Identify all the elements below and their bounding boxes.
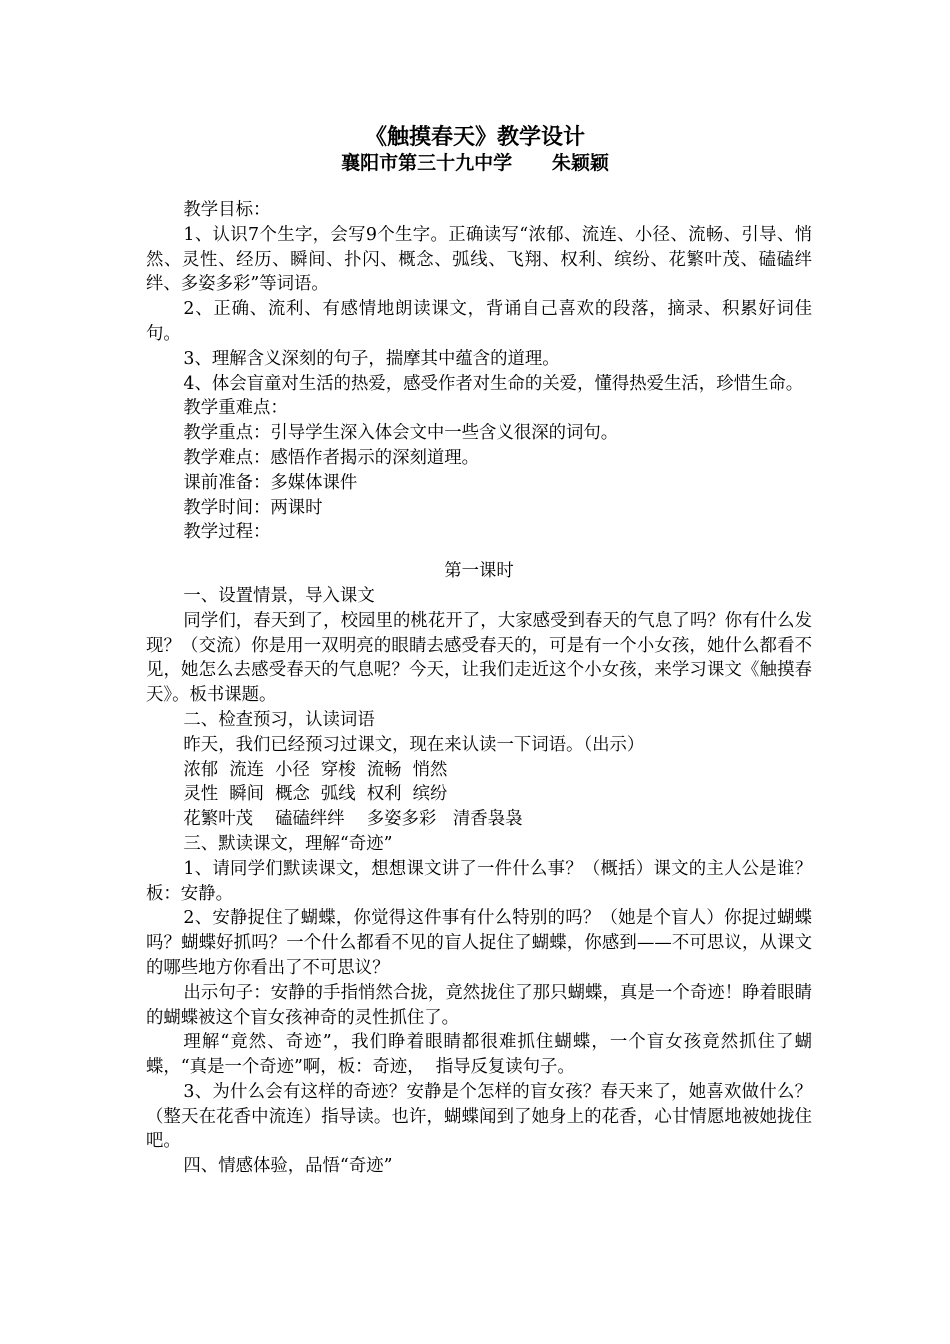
document-title: 《触摸春天》教学设计: [364, 124, 585, 150]
paragraph: 2、安静捉住了蝴蝶，你觉得这件事有什么特别的吗？（她是个盲人）你捉过蝴蝶吗？蝴蝶好抓吗？一个什么都看不见的盲人捉住了蝴蝶，你感到——不可思议，从课文的哪些地方你看出了不可思议？: [146, 908, 812, 978]
paragraph: 昨天，我们已经预习过课文，现在来认读一下词语。（出示）: [183, 734, 645, 755]
paragraph: 理解“竟然、奇迹”，我们睁着眼睛都很难抓住蝴蝶，一个盲女孩竟然抓住了蝴蝶，“真是一个奇迹”啊，板：奇迹， 指导反复读句子。: [146, 1032, 812, 1078]
step-heading-4: 四、情感体验，品悟“奇迹”: [183, 1156, 393, 1177]
step-heading-3: 三、默读课文，理解“奇迹”: [183, 833, 393, 854]
objective-2: 2、正确、流利、有感情地朗读课文，背诵自己喜欢的段落，摘录、积累好词佳句。: [146, 299, 812, 344]
teaching-time: 教学时间：两课时: [183, 497, 323, 518]
objective-3: 3、理解含义深刻的句子，揣摩其中蕴含的道理。: [183, 348, 560, 369]
document-body: [146, 198, 812, 1179]
paragraph: 3、为什么会有这样的奇迹？安静是个怎样的盲女孩？春天来了，她喜欢做什么？（整天在花香中流连）指导读。也许，蝴蝶闻到了她身上的花香，心甘情愿地被她拢住吧。: [146, 1081, 812, 1152]
word-list-row: 灵性 瞬间 概念 弧线 权利 缤纷: [183, 784, 448, 805]
objective-1: 1、认识7个生字，会写9个生字。正确读写“浓郁、流连、小径、流畅、引导、悄然、灵性、经历、瞬间、扑闪、概念、弧线、飞翔、权利、缤纷、花繁叶茂、磕磕绊绊、多姿多彩”等词语。: [146, 224, 812, 295]
key-point: 教学重点：引导学生深入体会文中一些含义很深的词句。: [183, 423, 619, 444]
difficult-point: 教学难点：感悟作者揭示的深刻道理。: [183, 447, 480, 468]
step-heading-1: 一、设置情景，导入课文: [183, 585, 375, 606]
section-heading: 第一课时: [444, 561, 514, 582]
process-heading: 教学过程：: [183, 522, 271, 543]
objective-4: 4、体会盲童对生活的热爱，感受作者对生命的关爱，懂得热爱生活，珍惜生命。: [183, 373, 804, 394]
document-subtitle: 襄阳市第三十九中学 朱颖颖: [341, 152, 609, 174]
word-list-row: 花繁叶茂 磕磕绊绊 多姿多彩 清香袅袅: [183, 809, 523, 830]
step-heading-2: 二、检查预习，认读词语: [183, 709, 375, 730]
paragraph: 出示句子：安静的手指悄然合拢，竟然拢住了那只蝴蝶，真是一个奇迹！睁着眼睛的蝴蝶被这个盲女孩神奇的灵性抓住了。: [146, 982, 812, 1028]
paragraph: 1、请同学们默读课文，想想课文讲了一件什么事？（概括）课文的主人公是谁？板：安静。: [146, 858, 812, 904]
spacer: [146, 545, 812, 559]
word-list-row: 浓郁 流连 小径 穿梭 流畅 悄然: [183, 759, 448, 780]
key-points-heading: 教学重难点：: [183, 398, 288, 419]
paragraph: 同学们，春天到了，校园里的桃花开了，大家感受到春天的气息了吗？你有什么发现？（交流）你是用一双明亮的眼睛去感受春天的，可是有一个小女孩，她什么都看不见，她怎么去感受春天的气息呢？今天，让我们走近这个小女孩，来学习课文《触摸春天》。板书课题。: [146, 610, 812, 706]
objectives-heading: 教学目标：: [183, 200, 271, 220]
preparation: 课前准备：多媒体课件: [183, 472, 358, 493]
